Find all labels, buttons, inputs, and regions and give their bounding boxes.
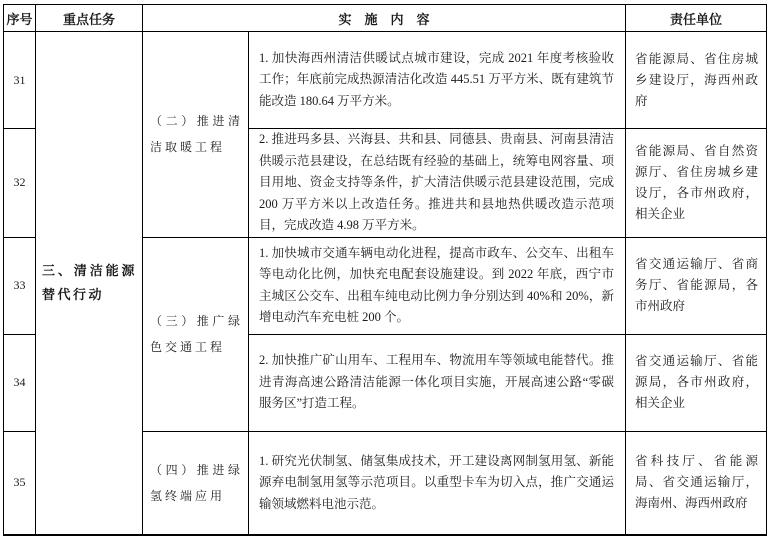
implementation-content: 1. 研究光伏制氢、储氢集成技术，开工建设离网制氢用氢、新能源弃电制氢用氢等示范项目。以重型卡车为切入点，推广交通运输领域燃料电池示范。 [249,431,626,535]
implementation-content: 2. 推进玛多县、兴海县、共和县、同德县、贵南县、河南县清洁供暖示范县建设，在总结既有经验的基础上，统筹电网容量、项目用地、资金支持等条件，扩大清洁供暖示范县建设范围，完成 200 万平方米以上改造任务。推进共和县地热供暖改造示范项目，完成改造 4.98 万平方米。 [249,129,626,238]
responsible-unit: 省能源局、省住房城乡建设厅，海西州政府 [626,32,767,129]
implementation-content: 1. 加快海西州清洁供暖试点城市建设，完成 2021 年度考核验收工作；年底前完成热源清洁化改造 445.51 万平方米、既有建筑节能改造 180.64 万平方米。 [249,32,626,129]
responsible-unit: 省能源局、省自然资源厅、省住房城乡建设厅，各市州政府，相关企业 [626,129,767,238]
responsible-unit: 省交通运输厅、省能源局，各市州政府，相关企业 [626,334,767,431]
subtask-label: （二）推进清洁取暖工程 [143,32,249,238]
col-header-number: 序号 [4,5,36,32]
key-tasks-table [3,4,767,536]
responsible-unit: 省科技厅、省能源局、省交通运输厅，海南州、海西州政府 [626,431,767,535]
implementation-content: 1. 加快城市交通车辆电动化进程，提高市政车、公交车、出租车等电动化比例，加快充电配套设施建设。到 2022 年底，西宁市主城区公交车、出租车纯电动比例力争分别达到 40%和 20%，新增电动汽车充电桩 200 个。 [249,237,626,334]
col-header-key-task: 重点任务 [36,5,143,32]
table-row [4,32,767,129]
row-number: 35 [4,431,36,535]
header-row [4,5,767,32]
task-group-label: 三、清洁能源替代行动 [36,32,143,536]
row-number: 32 [4,129,36,238]
row-number: 33 [4,237,36,334]
responsible-unit: 省交通运输厅、省商务厅、省能源局，各市州政府 [626,237,767,334]
col-header-responsible-unit: 责任单位 [626,5,767,32]
row-number: 34 [4,334,36,431]
subtask-label: （三）推广绿色交通工程 [143,237,249,431]
implementation-content: 2. 加快推广矿山用车、工程用车、物流用车等领域电能替代。推进青海高速公路清洁能源一体化项目实施，开展高速公路“零碳服务区”打造工程。 [249,334,626,431]
row-number: 31 [4,32,36,129]
subtask-label: （四）推进绿氢终端应用 [143,431,249,535]
col-header-implementation-content: 实 施 内 容 [143,5,626,32]
